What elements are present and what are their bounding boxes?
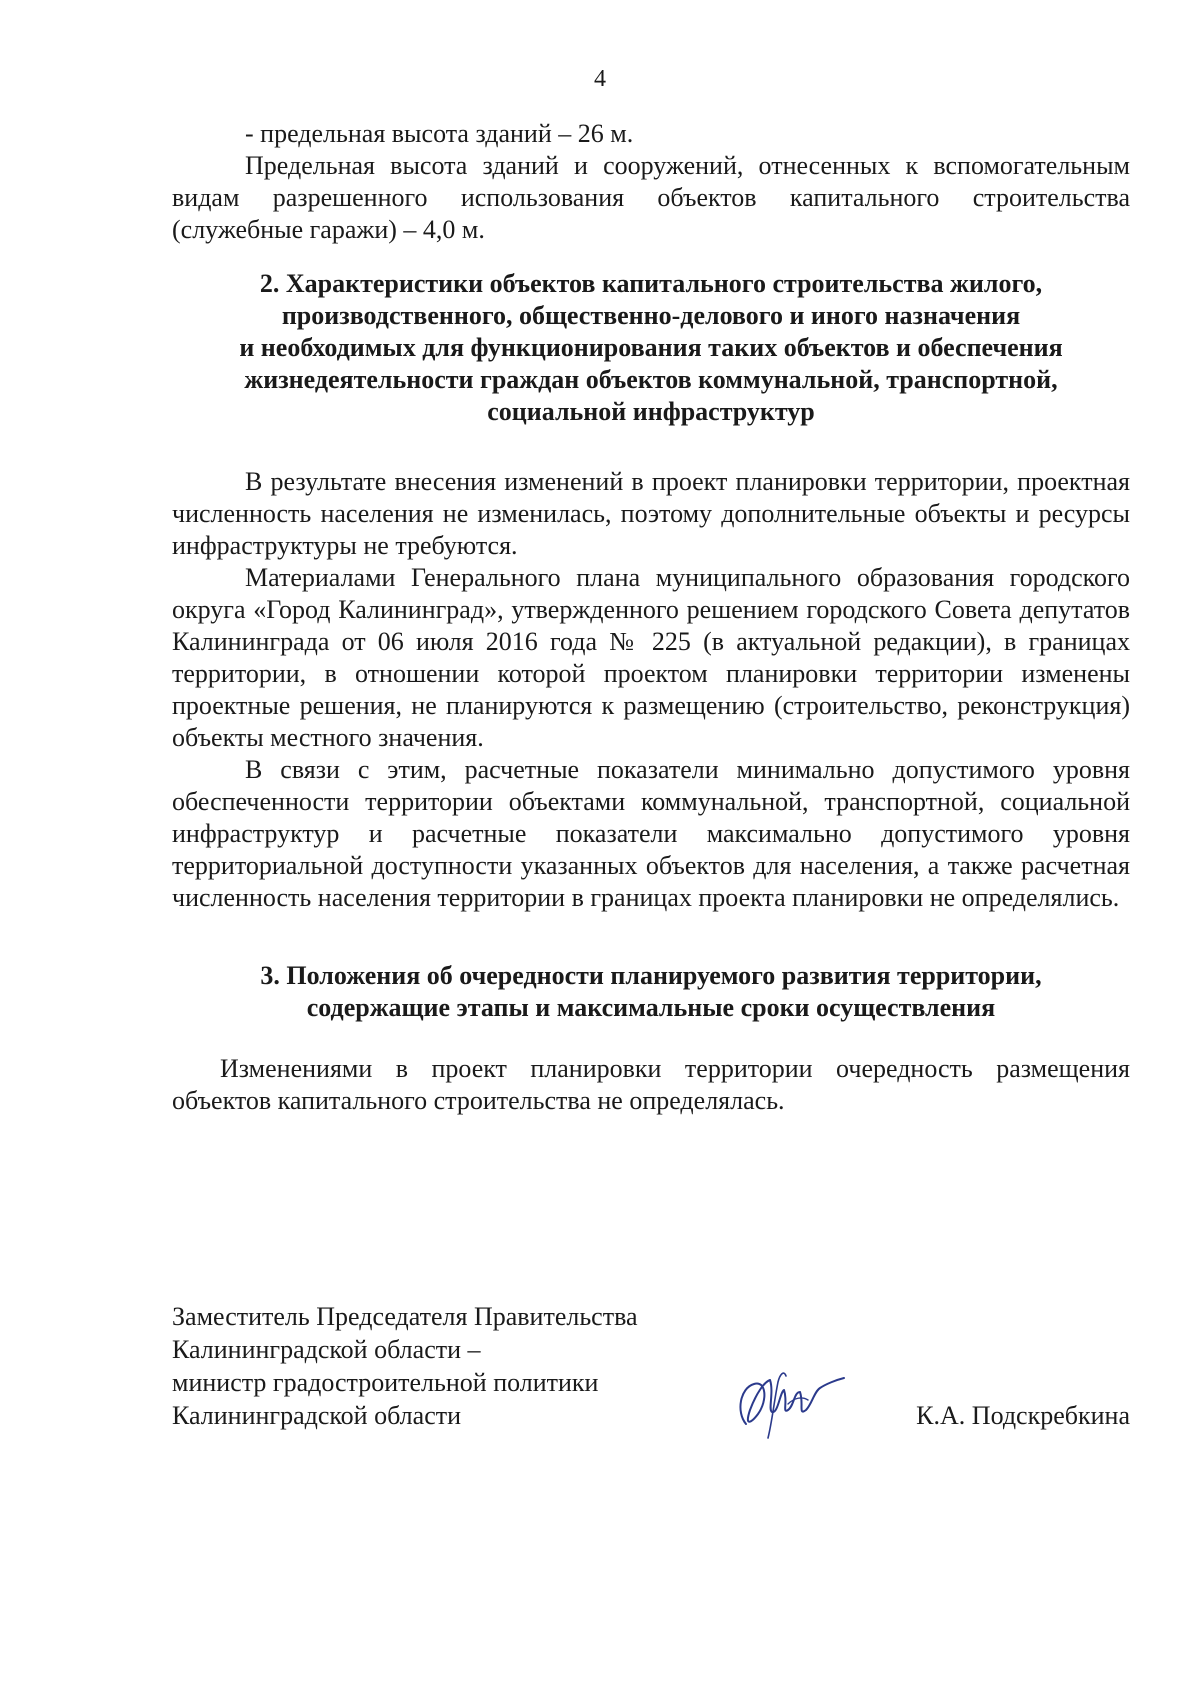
intro-line: - предельная высота зданий – 26 м. — [245, 119, 634, 148]
section-3-paragraph-1: Изменениями в проект планировки территории очередность размещения объектов капитального строительства не определялась. — [172, 1054, 1130, 1115]
handwritten-signature — [728, 1352, 848, 1442]
intro-paragraph: Предельная высота зданий и сооружений, отнесенных к вспомогательным видам разрешенного использования объектов капитального строительства (служебные гаражи) – 4,0 м. — [172, 151, 1130, 244]
signatory-name: К.А. Подскребкина — [916, 1401, 1130, 1430]
section-3-heading-line: содержащие этапы и максимальные сроки осуществления — [306, 993, 996, 1022]
section-2-heading-line: и необходимых для функционирования таких объектов и обеспечения — [239, 333, 1063, 362]
section-2-heading — [172, 268, 1130, 428]
section-2-body — [172, 466, 1130, 914]
section-3-body — [172, 1053, 1130, 1117]
section-3-heading-line: 3. Положения об очередности планируемого развития территории, — [260, 961, 1042, 990]
signatory-title — [172, 1300, 732, 1432]
section-2-heading-line: социальной инфраструктур — [487, 397, 815, 426]
signatory-title-line: Заместитель Председателя Правительства — [172, 1302, 638, 1331]
section-2-heading-line: 2. Характеристики объектов капитального строительства жилого, — [259, 269, 1043, 298]
section-2-heading-line: производственного, общественно-делового и иного назначения — [281, 301, 1021, 330]
signatory-title-line: Калининградской области — [172, 1401, 462, 1430]
signatory-title-line: Калининградской области – — [172, 1335, 481, 1364]
section-2-paragraph-2: Материалами Генерального плана муниципального образования городского округа «Город Калининград», утвержденного решением городского Совета депутатов Калининграда от 06 июля 2016 года № 225 (в актуальной редакции), в границах территории, в отношении которой проектом планировки территории изменены проектные решения, не планируются к размещению (строительство, реконструкция) объекты местного значения. — [172, 563, 1130, 752]
section-3-heading — [172, 960, 1130, 1024]
intro-block — [172, 118, 1130, 246]
section-2-paragraph-3: В связи с этим, расчетные показатели минимально допустимого уровня обеспеченности территории объектами коммунальной, транспортной, социальной инфраструктур и расчетные показатели максимально допустимого уровня территориальной доступности указанных объектов для населения, а также расчетная численность населения территории в границах проекта планировки не определялись. — [172, 755, 1130, 912]
page-number: 4 — [594, 66, 606, 92]
section-2-paragraph-1: В результате внесения изменений в проект планировки территории, проектная численность населения не изменилась, поэтому дополнительные объекты и ресурсы инфраструктуры не требуются. — [172, 467, 1130, 560]
section-2-heading-line: жизнедеятельности граждан объектов коммунальной, транспортной, — [244, 365, 1058, 394]
signatory-title-line: министр градостроительной политики — [172, 1368, 599, 1397]
